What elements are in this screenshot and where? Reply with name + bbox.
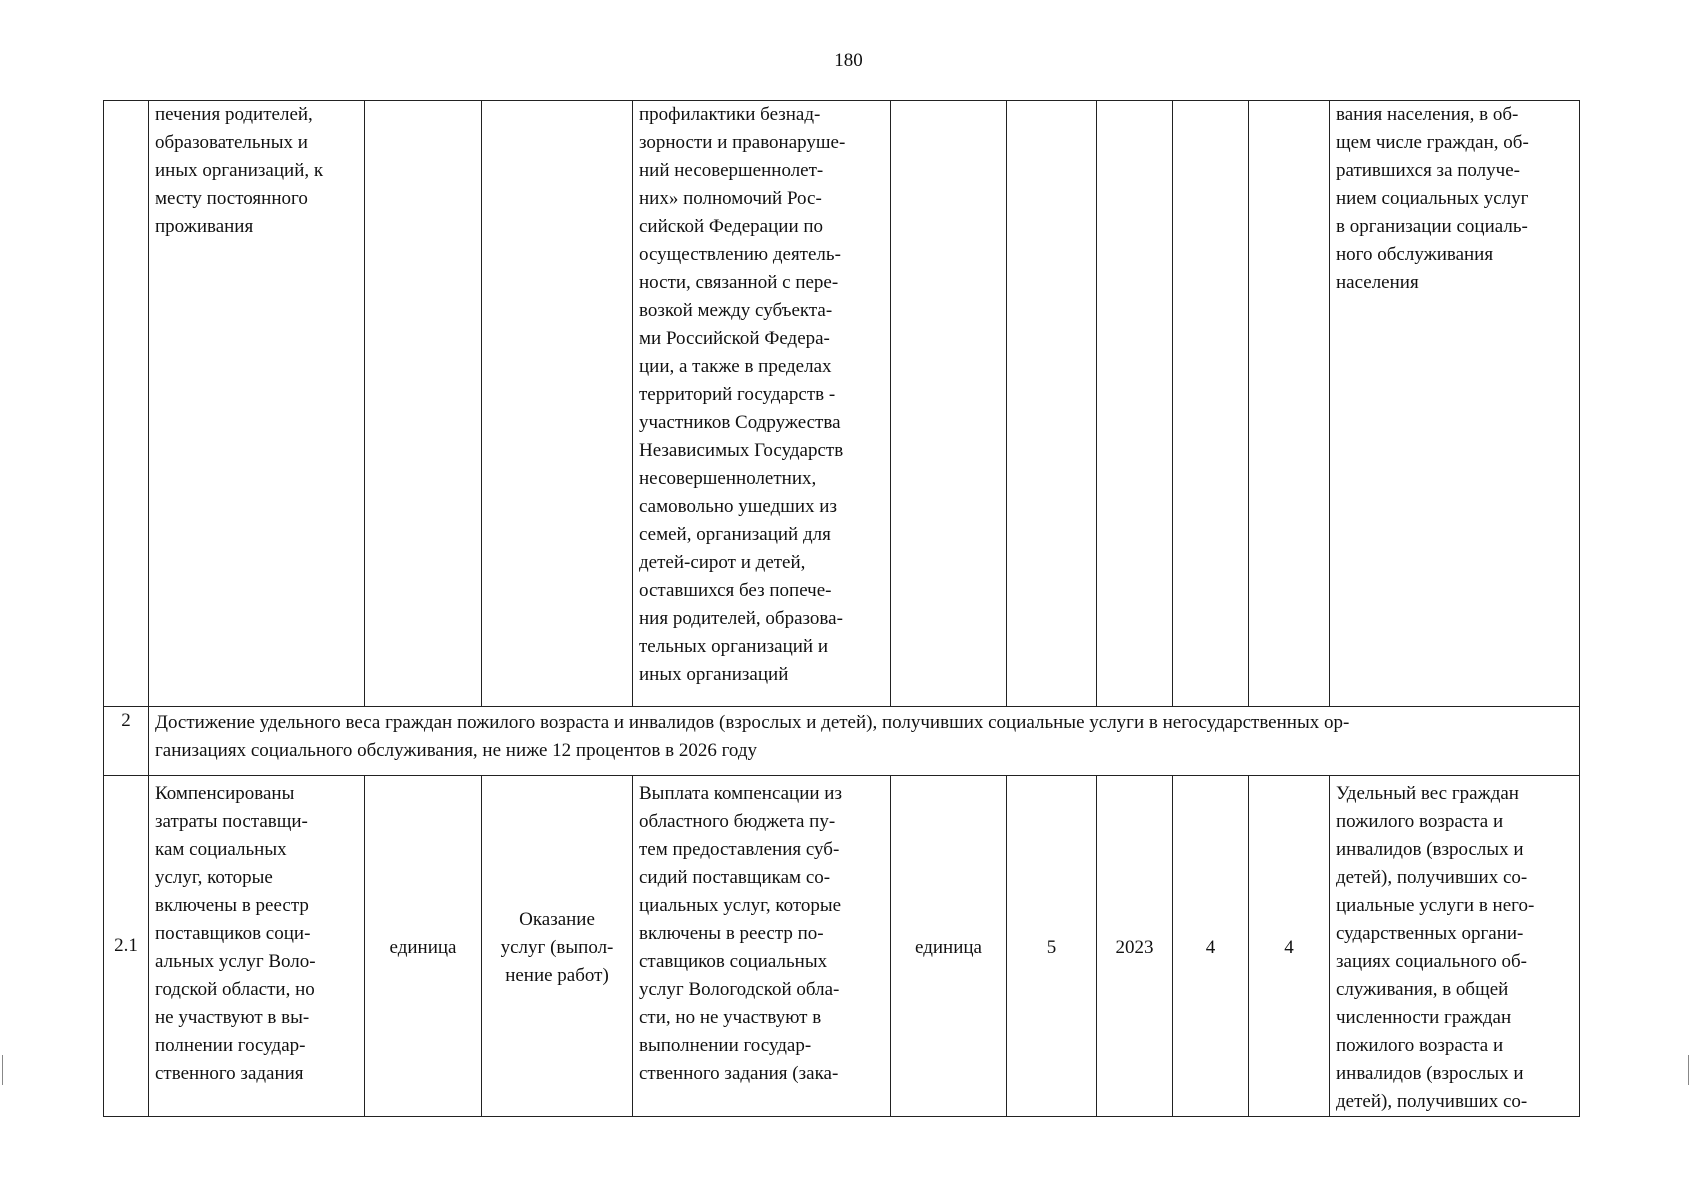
cell-result-name: Компенсированы затраты поставщи- кам социальных услуг, которые включены в реестр поставщиков соци- альных услуг Воло- годской области, но не участвуют в вы- полнении государ- ственного задания <box>149 776 365 1117</box>
cell-num: 2.1 <box>104 776 149 1117</box>
page-number: 180 <box>834 50 863 71</box>
cell-unit-2 <box>891 101 1007 707</box>
cell-unit <box>365 101 482 707</box>
cell-value-b <box>1249 101 1330 707</box>
results-table <box>103 100 1580 1117</box>
cell-characteristic: профилактики безнад- зорности и правонаруше- ний несовершеннолет- них» полномочий Рос- сийской Федерации по осуществлению деятель- ности, связанной с пере- возкой между субъекта- ми Российской Федера- ции, а также в пределах территорий государств - участников Содружества Независимых Государств несовершеннолетних, самовольно ушедших из семей, организаций для детей-сирот и детей, оставшихся без попече- ния родителей, образова- тельных организаций и иных организаций <box>633 101 891 707</box>
cell-base-year: 2023 <box>1097 776 1173 1117</box>
cell-value-a <box>1173 101 1249 707</box>
table-row-2-1 <box>104 776 1580 1117</box>
table-row-continuation <box>104 101 1580 707</box>
cell-unit-2: единица <box>891 776 1007 1117</box>
cell-type: Оказание услуг (выпол- нение работ) <box>482 776 633 1117</box>
cell-goal-text: Достижение удельного веса граждан пожилого возраста и инвалидов (взрослых и детей), получивших социальные услуги в негосударственных ор- ганизациях социального обслуживания, не ниже 12 процентов в 2026 году <box>149 707 1580 776</box>
table-row-goal <box>104 707 1580 776</box>
cell-type <box>482 101 633 707</box>
cell-goal-num: 2 <box>104 707 149 776</box>
cell-characteristic: Выплата компенсации из областного бюджета пу- тем предоставления суб- сидий поставщикам со- циальных услуг, которые включены в реестр по- ставщиков социальных услуг Вологодской обла- сти, но не участвуют в выполнении государ- ственного задания (зака- <box>633 776 891 1117</box>
cell-value-a: 4 <box>1173 776 1249 1117</box>
cell-num <box>104 101 149 707</box>
cell-base-value <box>1007 101 1097 707</box>
cell-base-year <box>1097 101 1173 707</box>
cell-base-value: 5 <box>1007 776 1097 1117</box>
scan-edge-mark-left <box>2 1055 3 1085</box>
scan-edge-mark-right <box>1688 1055 1689 1085</box>
cell-indicator: Удельный вес граждан пожилого возраста и инвалидов (взрослых и детей), получивших со- циальные услуги в него- сударственных органи- зациях социального об- служивания, в общей численности граждан пожилого возраста и инвалидов (взрослых и детей), получивших со- <box>1330 776 1580 1117</box>
cell-unit: единица <box>365 776 482 1117</box>
cell-value-b: 4 <box>1249 776 1330 1117</box>
cell-result-name: печения родителей, образовательных и иных организаций, к месту постоянного проживания <box>149 101 365 707</box>
cell-indicator: вания населения, в об- щем числе граждан, об- ратившихся за получе- нием социальных услуг в организации социаль- ного обслуживания населения <box>1330 101 1580 707</box>
